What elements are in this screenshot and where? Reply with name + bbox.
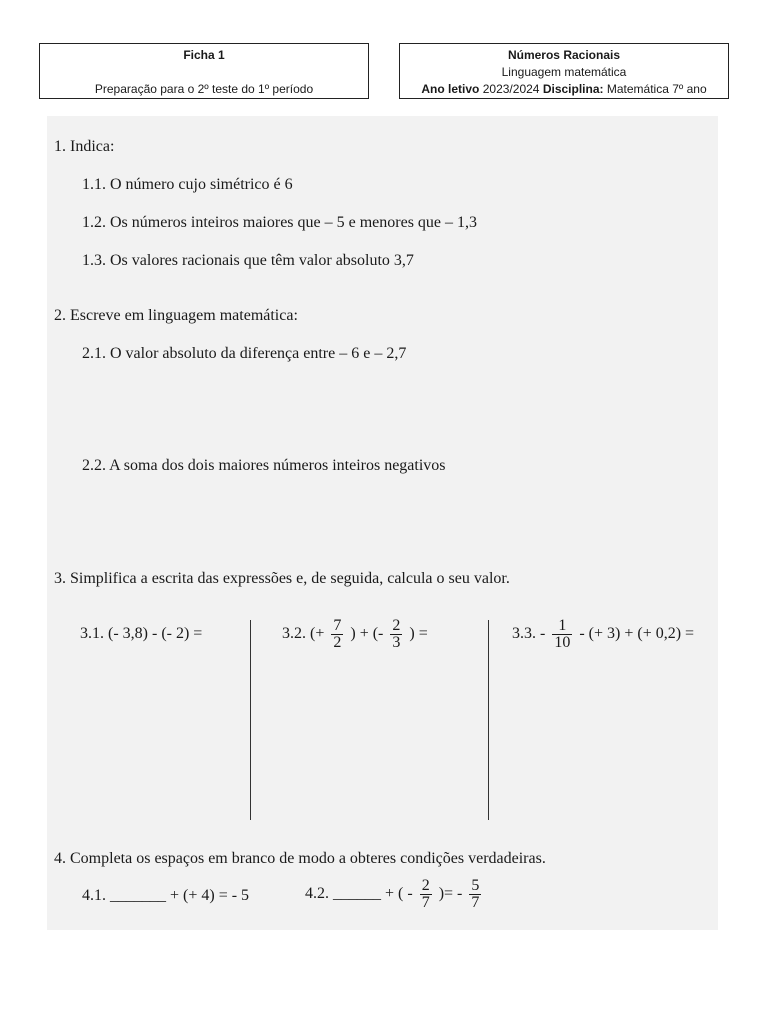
q1-item-1: 1.1. O número cujo simétrico é 6 (82, 176, 293, 193)
q2-item-1: 2.1. O valor absoluto da diferença entre – 6 e – 2,7 (82, 345, 407, 362)
fraction-2-7: $\frac{2}{7}$ (421, 877, 430, 911)
q2-item-2: 2.2. A soma dos dois maiores números inteiros negativos (82, 457, 446, 474)
worksheet-body (47, 116, 718, 930)
fraction-7-2: $\frac{7}{2}$ (333, 617, 342, 651)
q4-expression-2: 4.2. ______ + ( - $\frac{2}{7}$ )= - $\frac{5}{7}$ (305, 877, 480, 911)
q3-expression-2: 3.2. (+ $\frac{7}{2}$ ) + (- $\frac{2}{3}$ ) = (282, 617, 428, 651)
disciplina-label: Disciplina: (542, 82, 604, 96)
q3-expression-1: 3.1. (- 3,8) - (- 2) = (80, 625, 203, 642)
q3-expression-3: 3.3. - $\frac{1}{10}$ - (+ 3) + (+ 0,2) = (512, 617, 695, 651)
worksheet-title: Ficha 1 (183, 48, 225, 62)
fraction-1-10: $\frac{1}{10}$ (554, 617, 571, 651)
header-box-right (399, 43, 729, 99)
header-box-left (39, 43, 369, 99)
fraction-2-3: $\frac{2}{3}$ (392, 617, 401, 651)
disciplina-value: Matemática 7º ano (606, 82, 707, 96)
topic-title: Números Racionais (507, 48, 621, 62)
topic-subtitle: Linguagem matemática (501, 65, 627, 79)
q4-heading: 4. Completa os espaços em branco de modo a obteres condições verdadeiras. (54, 850, 546, 867)
q3-heading: 3. Simplifica a escrita das expressões e, de seguida, calcula o seu valor. (54, 570, 510, 587)
ano-letivo-label: Ano letivo (421, 82, 480, 96)
worksheet-subtitle: Preparação para o 2º teste do 1º período (94, 82, 314, 96)
q4-expression-1: 4.1. _______ + (+ 4) = - 5 (82, 887, 250, 904)
ano-letivo-value: 2023/2024 (482, 82, 540, 96)
column-divider-1 (250, 620, 251, 820)
q2-heading: 2. Escreve em linguagem matemática: (54, 307, 298, 324)
q1-heading: 1. Indica: (54, 138, 115, 155)
school-year-line (400, 81, 728, 97)
q1-item-3: 1.3. Os valores racionais que têm valor absoluto 3,7 (82, 252, 414, 269)
column-divider-2 (488, 620, 489, 820)
q1-item-2: 1.2. Os números inteiros maiores que – 5 e menores que – 1,3 (82, 214, 478, 231)
fraction-5-7: $\frac{5}{7}$ (471, 877, 480, 911)
